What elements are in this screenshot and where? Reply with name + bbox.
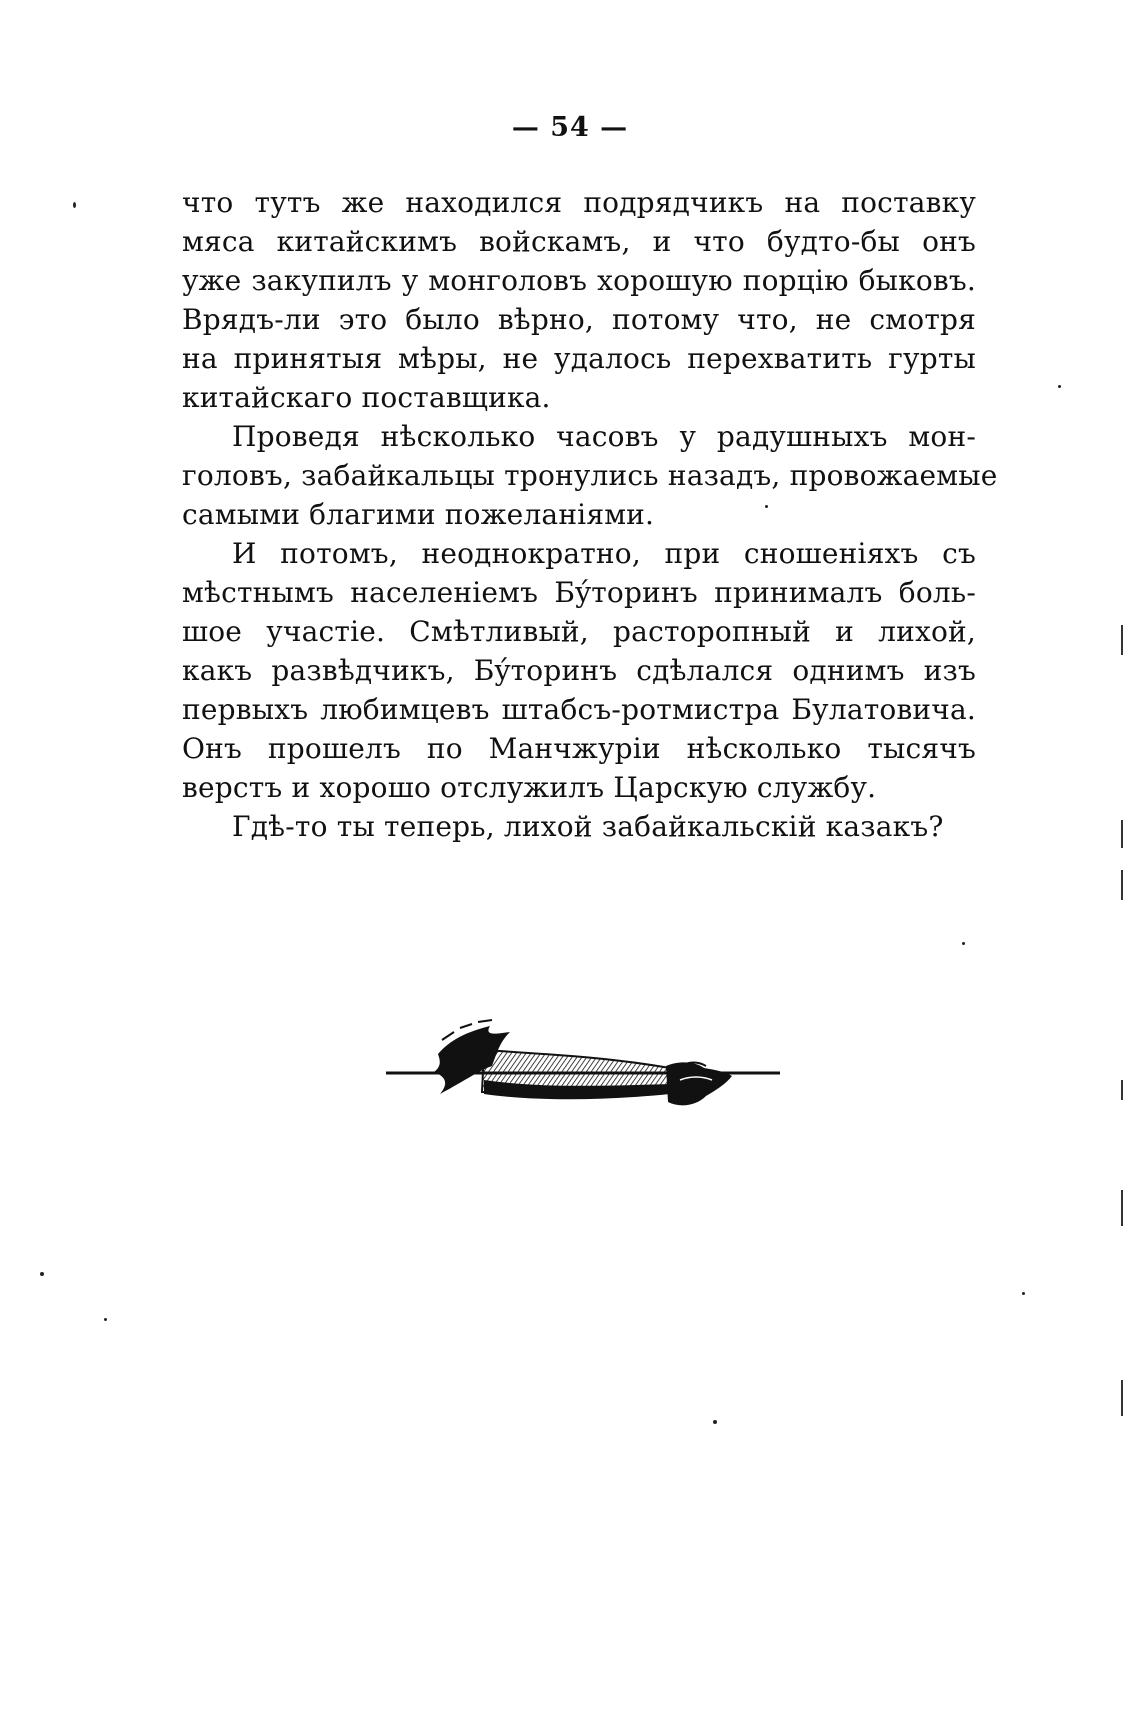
- text-line: И потомъ, неоднократно, при сношеніяхъ съ: [232, 537, 976, 570]
- text-line: верстъ и хорошо отслужилъ Царскую службу.: [182, 771, 877, 804]
- margin-mark: [1121, 1080, 1123, 1100]
- page-number: — 54 —: [511, 112, 629, 143]
- text-line: Гдѣ-то ты теперь, лихой забайкальскій казакъ?: [232, 810, 944, 843]
- scan-speck: [1022, 1292, 1025, 1295]
- text-line: первыхъ любимцевъ штабсъ-ротмистра Булатовича.: [182, 693, 976, 726]
- text-line: уже закупилъ у монголовъ хорошую порцію быковъ.: [182, 264, 976, 297]
- text-line: мяса китайскимъ войскамъ, и что будто-бы онъ: [182, 225, 976, 258]
- scan-speck: [765, 505, 768, 508]
- scan-speck: [1058, 385, 1061, 388]
- text-line: какъ развѣдчикъ, Бýторинъ сдѣлался однимъ изъ: [182, 654, 976, 687]
- margin-mark: [1121, 870, 1123, 900]
- scan-speck: [104, 1318, 107, 1321]
- scan-speck: [962, 942, 965, 945]
- text-line: Врядъ-ли это было вѣрно, потому что, не смотря: [182, 303, 976, 336]
- margin-mark: [1121, 625, 1123, 655]
- text-line: Онъ прошелъ по Манчжуріи нѣсколько тысячъ: [182, 732, 976, 765]
- scan-speck: [73, 202, 76, 208]
- text-line: головъ, забайкальцы тронулись назадъ, провожаемые: [182, 459, 998, 492]
- text-line: самыми благими пожеланіями.: [182, 498, 655, 531]
- pointing-hand-icon: [380, 1010, 780, 1160]
- text-line: что тутъ же находился подрядчикъ на поставку: [182, 186, 976, 219]
- text-line: Проведя нѣсколько часовъ у радушныхъ мон-: [232, 420, 976, 453]
- text-line: шое участіе. Смѣтливый, расторопный и лихой,: [182, 615, 976, 648]
- text-line: мѣстнымъ населеніемъ Бýторинъ принималъ боль-: [182, 576, 976, 609]
- text-line: на принятыя мѣры, не удалось перехватить гурты: [182, 342, 976, 375]
- margin-mark: [1121, 1190, 1123, 1226]
- scan-speck: [40, 1272, 44, 1276]
- margin-mark: [1121, 820, 1123, 848]
- body-text: [182, 183, 998, 846]
- scan-speck: [713, 1420, 717, 1424]
- text-line: китайскаго поставщика.: [182, 381, 551, 414]
- margin-mark: [1121, 1380, 1123, 1416]
